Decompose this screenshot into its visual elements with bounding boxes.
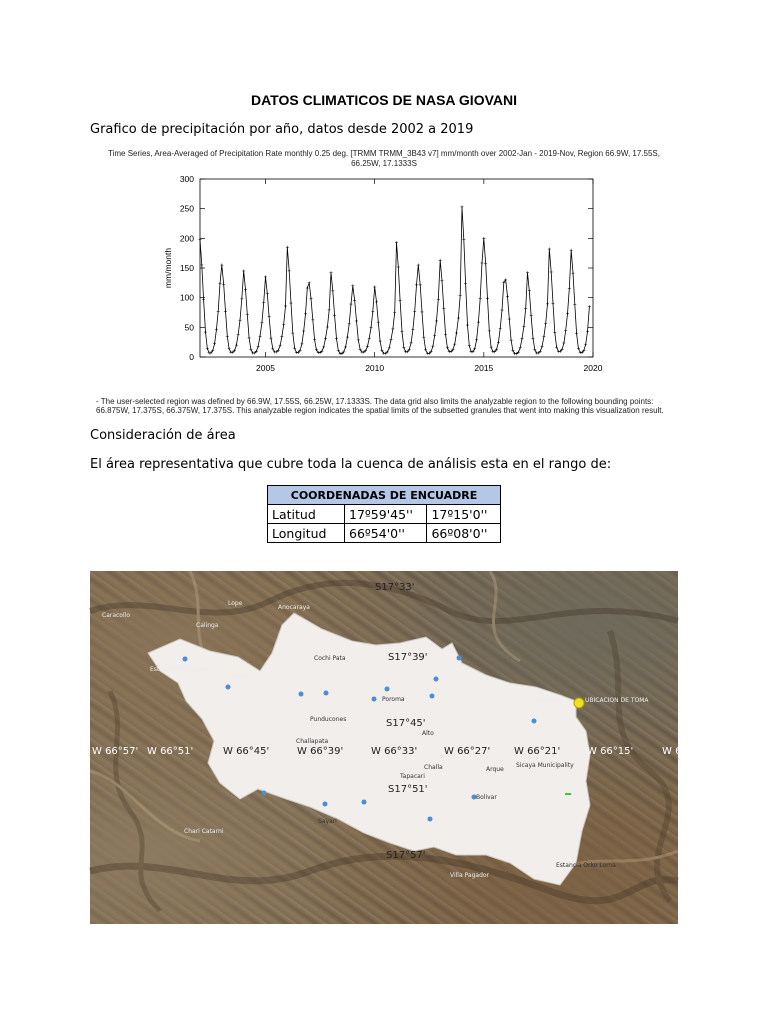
chart-title-line2: 66.25W, 17.1333S: [351, 159, 417, 168]
y-axis-label: mm/month: [163, 247, 173, 289]
place-label: Arque: [486, 766, 504, 773]
map-overlay: [90, 571, 682, 924]
place-label: Capinota: [536, 697, 563, 704]
latitude-min: 17º59'45'': [345, 505, 427, 524]
y-tick-label: 0: [189, 352, 194, 362]
lon-label: W 66°51': [147, 746, 194, 757]
lon-label: W 66°57': [92, 746, 139, 757]
x-tick-label: 2015: [474, 363, 494, 373]
lon-label: W 66°45': [223, 746, 270, 757]
y-tick-label: 150: [179, 263, 194, 273]
coordinates-table-header: COORDENADAS DE ENCUADRE: [268, 486, 501, 505]
row-label-latitude: Latitud: [268, 505, 345, 524]
lat-label: S17°39': [388, 652, 428, 663]
area-description: El área representativa que cubre toda la cuenca de análisis esta en el rango de:: [90, 457, 612, 472]
place-label: Oruro: [230, 673, 247, 680]
place-label: Chari Catarni: [184, 828, 224, 835]
longitude-min: 66º54'0'': [345, 524, 427, 543]
coordinates-table: [267, 485, 501, 543]
place-label: Anocaraya: [278, 604, 310, 611]
place-label: Caracollo: [102, 612, 130, 619]
lon-label: W 66°27': [444, 746, 491, 757]
x-tick-label: 2020: [583, 363, 603, 373]
table-row: [268, 505, 501, 524]
x-tick-label: 2010: [365, 363, 385, 373]
place-label: Bolivar: [476, 794, 497, 801]
satellite-map: [90, 571, 682, 924]
y-tick-label: 250: [179, 203, 194, 214]
y-tick-label: 200: [179, 233, 194, 244]
y-tick-label: 50: [184, 322, 194, 333]
lat-label: S17°57': [386, 850, 426, 861]
lon-label: W 66°33': [371, 746, 418, 757]
chart-caption: Grafico de precipitación por año, datos desde 2002 a 2019: [90, 122, 474, 137]
target-location-icon: [574, 698, 584, 708]
place-label: Villa Pagador: [450, 872, 490, 879]
lat-label: S17°51': [388, 784, 428, 795]
chart-note-line2: 66.875W, 17.375S, 66.375W, 17.375S. This analyzable region indicates the spatial limits of the subsetted granules that went into making this visualization result.: [96, 406, 664, 415]
chart-title-line1: Time Series, Area-Averaged of Precipitation Rate monthly 0.25 deg. [TRMM TRMM_3B43 v7] mm/month over 2002-Jan - 2019-Nov, Region 66.9W, 17.55S,: [108, 149, 660, 158]
place-label: Poroma: [382, 696, 405, 703]
place-label: Calinga: [196, 622, 219, 629]
lon-label: W 66°15': [587, 746, 634, 757]
plot-area: [200, 179, 593, 357]
chart-note-line1: - The user-selected region was defined by 66.9W, 17.55S, 66.25W, 17.1333S. The data grid also limits the analyzable region to the following bounding points:: [96, 397, 654, 406]
place-label: Cochi Pata: [314, 655, 346, 662]
place-label: Challapata: [296, 738, 329, 745]
green-marker-icon: [565, 793, 571, 795]
area-heading: Consideración de área: [90, 428, 236, 443]
longitude-max: 66º08'0'': [427, 524, 501, 543]
place-label: Alto: [422, 730, 434, 737]
place-label: Estancia Lakelakeni: [150, 666, 210, 673]
lon-label: W 66°21': [514, 746, 561, 757]
place-label: Sayari: [318, 818, 337, 825]
x-tick-label: 2005: [256, 363, 275, 373]
place-label: Tapacari: [400, 773, 425, 780]
y-tick-label: 100: [179, 292, 194, 303]
lon-label: W 66°39': [297, 746, 344, 757]
place-label: Lope: [228, 600, 243, 607]
place-label: UBICACION DE TOMA: [585, 697, 649, 704]
place-label: Estancia Orko Loma: [556, 862, 616, 869]
latitude-max: 17º15'0'': [427, 505, 501, 524]
lat-label: S17°33': [375, 582, 415, 593]
lon-label: W 6: [662, 746, 682, 757]
place-label: Sicaya Municipality: [516, 762, 574, 769]
place-label: Punducones: [310, 716, 347, 723]
lat-label: S17°45': [386, 718, 426, 729]
chart-svg: [90, 142, 678, 422]
row-label-longitude: Longitud: [268, 524, 345, 543]
page-title: DATOS CLIMATICOS DE NASA GIOVANI: [250, 92, 517, 108]
table-row: [268, 524, 501, 543]
place-label: Challa: [424, 764, 443, 771]
y-tick-label: 300: [179, 174, 194, 184]
precipitation-chart: [90, 142, 678, 422]
